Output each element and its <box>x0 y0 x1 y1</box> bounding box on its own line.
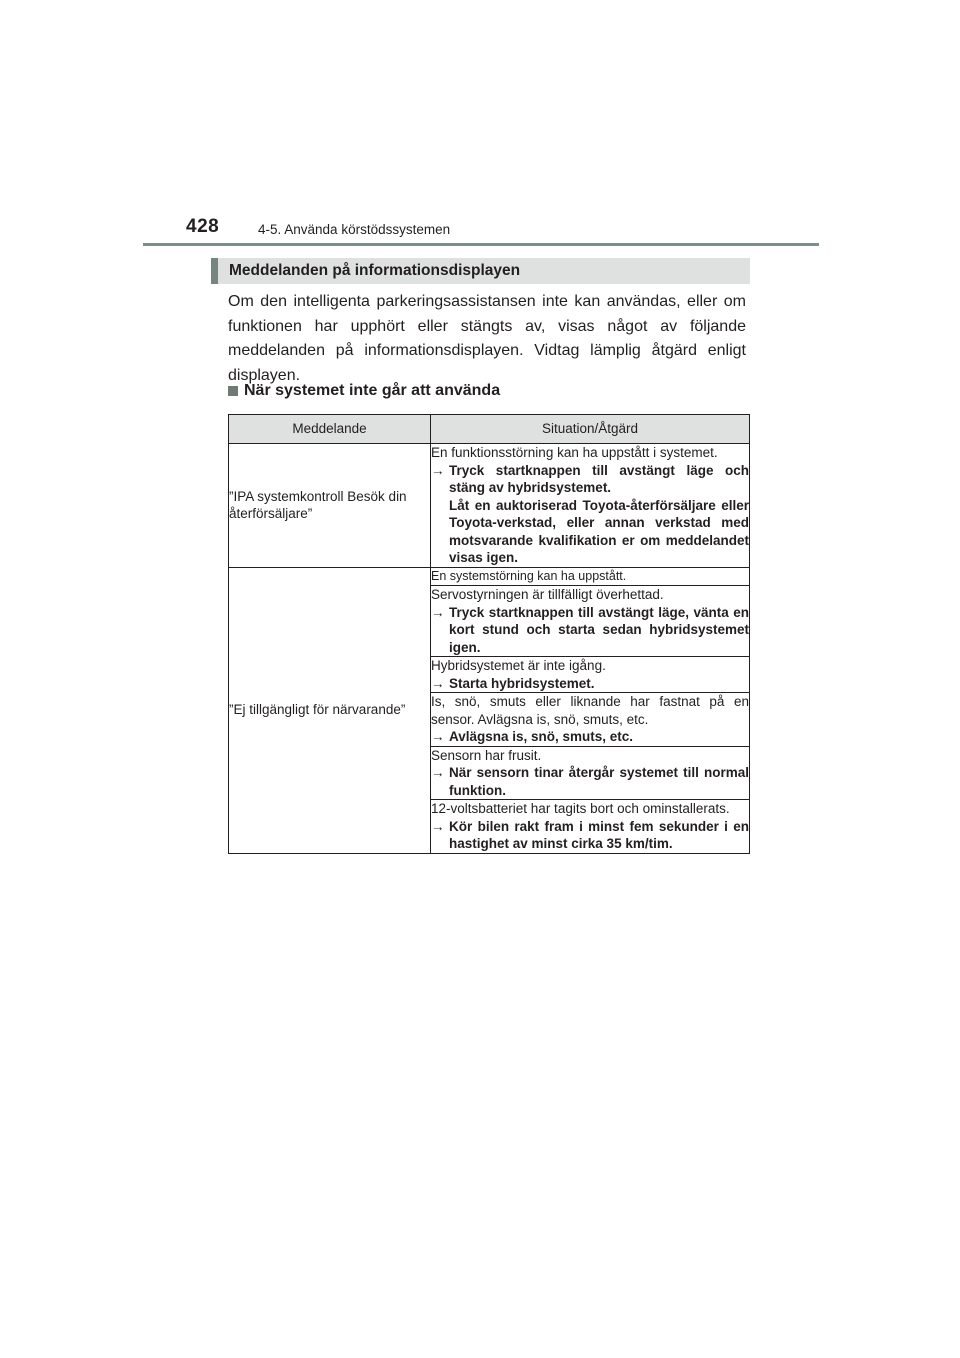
section-heading-text: Meddelanden på informationsdisplayen <box>229 262 521 279</box>
column-header-message: Meddelande <box>229 415 431 444</box>
situation-text: Sensorn har frusit. <box>431 747 542 763</box>
subheading <box>228 382 500 400</box>
situation-text: En funktionsstörning kan ha uppstått i systemet. <box>431 445 718 460</box>
message-table <box>228 414 750 854</box>
situation-cell <box>431 444 750 568</box>
action-item <box>431 462 749 567</box>
action-item <box>431 604 749 657</box>
situation-text: Hybridsystemet är inte igång. <box>431 658 606 673</box>
arrow-right-icon: → <box>431 729 445 744</box>
situation-text: En systemstörning kan ha uppstått. <box>431 568 627 583</box>
arrow-right-icon: → <box>431 765 445 780</box>
subheading-text: När systemet inte går att använda <box>244 382 501 399</box>
table-row <box>229 567 750 586</box>
situation-text: Is, snö, smuts eller liknande har fastnat på en sensor. Avlägsna is, snö, smuts, etc. <box>431 694 749 727</box>
message-cell: ”Ej tillgängligt för närvarande” <box>229 567 431 853</box>
section-heading <box>211 258 750 284</box>
action-item <box>431 675 749 693</box>
situation-cell <box>431 567 750 586</box>
column-header-situation: Situation/Åtgärd <box>431 415 750 444</box>
action-text: Avlägsna is, snö, smuts, etc. <box>449 729 634 744</box>
action-text: När sensorn tinar återgår systemet till normal funktion. <box>449 765 749 798</box>
situation-text: Servostyrningen är tillfälligt överhettad. <box>431 587 664 602</box>
bullet-square-icon <box>228 386 238 396</box>
action-item <box>431 818 749 853</box>
arrow-right-icon: → <box>431 675 445 691</box>
action-text: Tryck startknappen till avstängt läge och stäng av hybridsystemet. <box>449 462 749 495</box>
action-item <box>431 728 749 746</box>
situation-cell <box>431 693 750 747</box>
situation-text: 12-voltsbatteriet har tagits bort och ominstallerats. <box>431 801 730 816</box>
message-cell: ”IPA systemkontroll Besök din återförsäljare” <box>229 444 431 568</box>
action-text: Låt en auktoriserad Toyota-återförsäljare eller Toyota-verkstad, eller annan verkstad med motsvarande kvalifikation er om meddelandet visas igen. <box>449 497 749 565</box>
table-header-row <box>229 415 750 444</box>
section-title: 4-5. Använda körstödssystemen <box>258 222 451 237</box>
arrow-right-icon: → <box>431 818 445 834</box>
action-text: Tryck startknappen till avstängt läge, vänta en kort stund och starta sedan hybridsystemet igen. <box>449 604 749 655</box>
header-divider <box>143 243 819 246</box>
action-text: Starta hybridsystemet. <box>449 675 595 691</box>
table-row <box>229 444 750 568</box>
arrow-right-icon: → <box>431 604 445 620</box>
situation-cell <box>431 800 750 854</box>
intro-paragraph: Om den intelligenta parkeringsassistansen inte kan användas, eller om funktionen har upphört eller stängts av, visas något av följande meddelanden på informationsdisplayen. Vidtag lämplig åtgärd enligt displayen. <box>228 293 746 384</box>
situation-cell <box>431 657 750 693</box>
page-number: 428 <box>186 216 220 237</box>
situation-cell <box>431 746 750 800</box>
action-text: Kör bilen rakt fram i minst fem sekunder i en hastighet av minst cirka 35 km/tim. <box>449 818 749 851</box>
action-item <box>431 764 749 799</box>
arrow-right-icon: → <box>431 462 445 478</box>
situation-cell <box>431 586 750 657</box>
